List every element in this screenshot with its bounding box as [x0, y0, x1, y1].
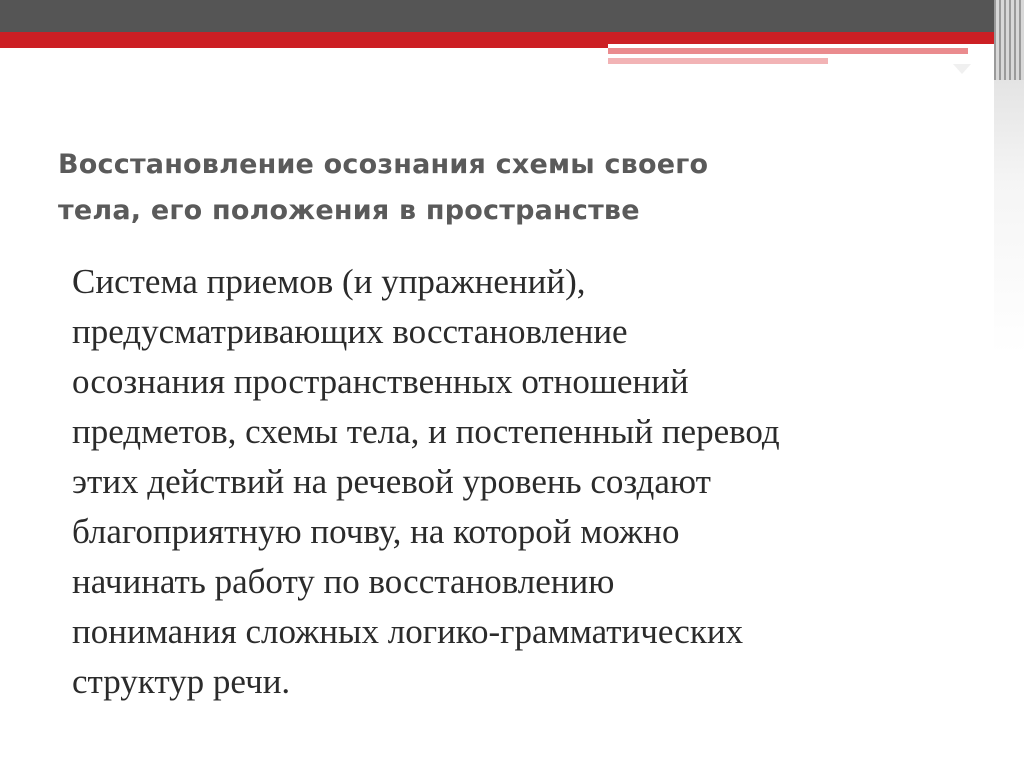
header-red-thin-bar: [0, 44, 608, 48]
body-line: структур речи.: [72, 662, 291, 701]
slide-title-line: Восстановление осознания схемы своего: [58, 149, 709, 180]
body-line: осознания пространственных отношений: [72, 362, 689, 401]
body-line: этих действий на речевой уровень создают: [72, 462, 711, 501]
slide-title-line: тела, его положения в пространстве: [58, 195, 640, 226]
body-line: предметов, схемы тела, и постепенный перевод: [72, 412, 780, 451]
body-line: понимания сложных логико-грамматических: [72, 612, 744, 651]
body-line: предусматривающих восстановление: [72, 312, 628, 351]
decorative-stripes-fade: [994, 80, 1024, 767]
header-dark-bar: [0, 0, 1024, 32]
body-line: Система приемов (и упражнений),: [72, 262, 586, 301]
header-light-pink-bar: [608, 58, 828, 64]
slide-title: [58, 142, 928, 234]
decorative-stripes: [994, 0, 1024, 80]
body-line: благоприятную почву, на которой можно: [72, 512, 680, 551]
header-divider-line: [608, 54, 948, 56]
slide-body-text: [72, 257, 972, 707]
header-notch: [953, 64, 971, 74]
header-red-bar: [0, 32, 1024, 44]
body-line: начинать работу по восстановлению: [72, 562, 615, 601]
